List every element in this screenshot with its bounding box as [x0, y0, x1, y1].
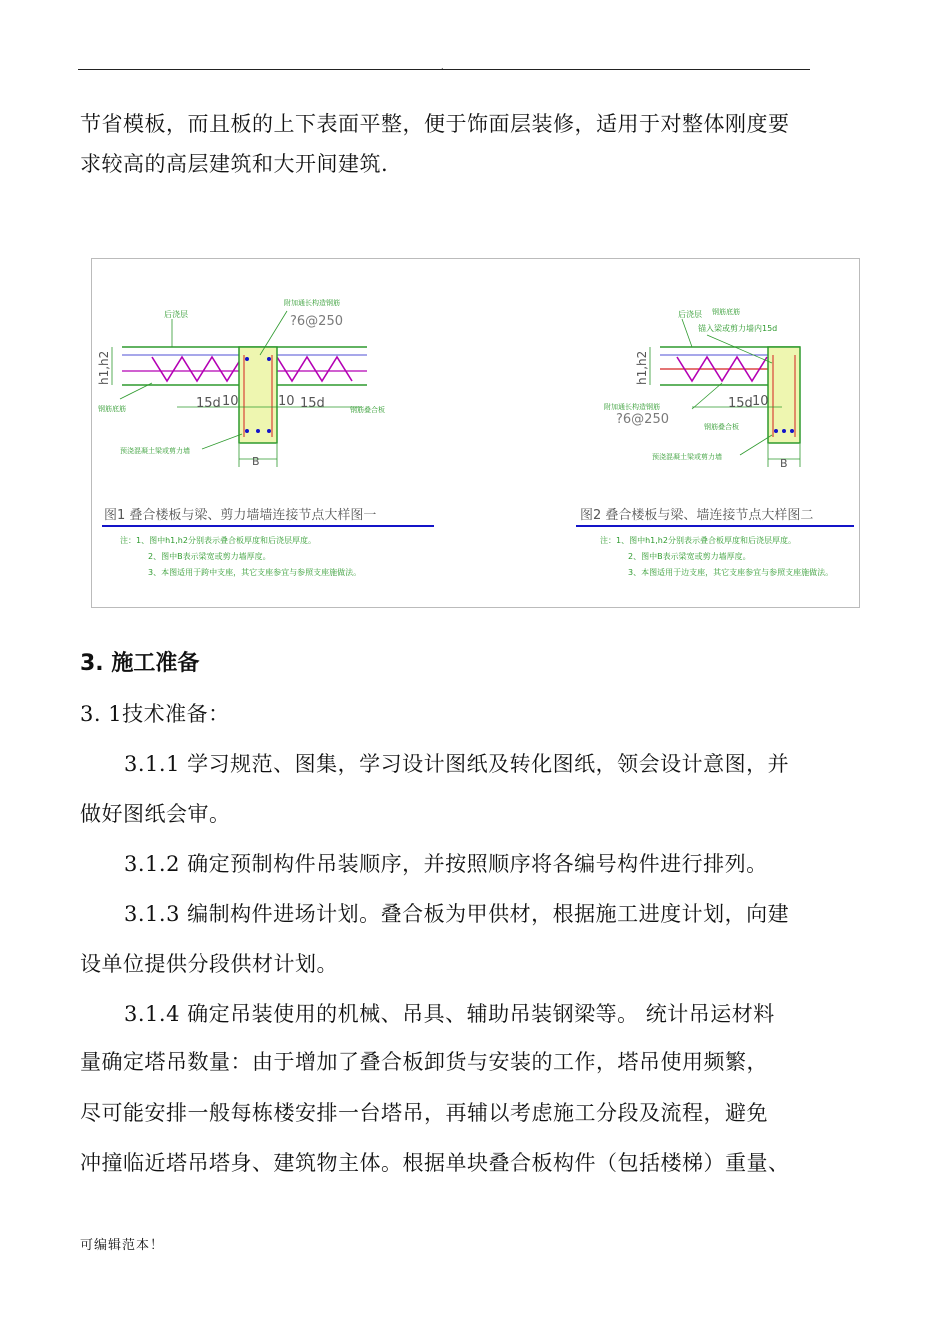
- para-3-1-4-line-1: 3.1.4 确定吊装使用的机械、吊具、辅助吊装钢梁等。 统计吊运材料: [124, 1002, 775, 1026]
- right-note-3: 3、本图适用于边支座，其它支座参宜与参照支座施做法。: [628, 568, 834, 577]
- para-3-1-1-line-2: 做好图纸会审。: [80, 802, 231, 826]
- right-label-wall: 预浇混凝土梁或剪力墙: [652, 453, 722, 461]
- left-detail: [97, 298, 434, 578]
- right-caption: 图2 叠合楼板与梁、墙连接节点大样图二: [580, 508, 814, 523]
- left-note-2: 2、图中B表示梁宽或剪力墙厚度。: [148, 552, 271, 561]
- right-label-rebar-note: 附加通长构造钢筋: [604, 403, 660, 411]
- detail-figure: [91, 258, 860, 608]
- right-label-anchor: 锚入梁或剪力墙内15d: [698, 324, 778, 333]
- left-label-wall: 预浇混凝土梁或剪力墙: [120, 447, 190, 455]
- figure-drawing: [92, 259, 859, 607]
- subsection-heading: 3. 1技术准备：: [80, 702, 230, 726]
- right-note-2: 2、图中B表示梁宽或剪力墙厚度。: [628, 552, 751, 561]
- left-label-10-a: 10: [222, 394, 239, 409]
- para-3-1-3-line-1: 3.1.3 编制构件进场计划。叠合板为甲供材，根据施工进度计划，向建: [124, 902, 790, 926]
- right-label-rebar-spec: ?6@250: [616, 412, 669, 427]
- left-note-3: 3、本图适用于跨中支座，其它支座参宜与参照支座施做法。: [148, 568, 362, 577]
- right-label-slab: 钢筋叠合板: [704, 423, 739, 431]
- left-label-h: h1,h2: [97, 350, 111, 385]
- right-label-b: B: [780, 457, 788, 470]
- header-mark: .: [441, 62, 444, 71]
- para-3-1-2: 3.1.2 确定预制构件吊装顺序，并按照顺序将各编号构件进行排列。: [124, 852, 768, 876]
- left-label-15d-a: 15d: [196, 396, 221, 411]
- left-label-10-b: 10: [278, 394, 295, 409]
- footer-note: 可编辑范本！: [80, 1238, 165, 1253]
- left-label-b: B: [252, 455, 260, 468]
- section-heading: 3. 施工准备: [80, 651, 200, 676]
- left-label-slab: 钢筋叠合板: [350, 406, 385, 414]
- left-label-top-layer: 后浇层: [164, 310, 188, 319]
- right-note-1: 注：1、图中h1,h2分别表示叠合板厚度和后浇层厚度。: [600, 536, 796, 545]
- para-3-1-4-line-3: 尽可能安排一般每栋楼安排一台塔吊，再辅以考虑施工分段及流程，避免: [80, 1101, 768, 1125]
- para-3-1-3-line-2: 设单位提供分段供材计划。: [80, 952, 338, 976]
- left-label-bottom-bars: 钢筋底筋: [98, 405, 126, 413]
- left-label-rebar-note: 附加通长构造钢筋: [284, 299, 340, 307]
- left-label-rebar-spec: ?6@250: [290, 314, 343, 329]
- intro-line-1: 节省模板，而且板的上下表面平整，便于饰面层装修，适用于对整体刚度要: [80, 112, 790, 136]
- para-3-1-4-line-2: 量确定塔吊数量：由于增加了叠合板卸货与安装的工作，塔吊使用频繁，: [80, 1050, 768, 1074]
- left-caption: 图1 叠合楼板与梁、剪力墙墙连接节点大样图一: [104, 508, 377, 523]
- right-label-15d: 15d: [728, 396, 753, 411]
- right-label-h: h1,h2: [635, 350, 649, 385]
- header-rule: [78, 69, 810, 70]
- right-detail: [576, 307, 854, 578]
- right-label-top-layer: 后浇层: [678, 310, 702, 319]
- right-label-bottom-bars: 钢筋底筋: [712, 308, 740, 316]
- intro-line-2: 求较高的高层建筑和大开间建筑.: [80, 152, 389, 176]
- para-3-1-1-line-1: 3.1.1 学习规范、图集，学习设计图纸及转化图纸，领会设计意图，并: [124, 752, 790, 776]
- para-3-1-4-line-4: 冲撞临近塔吊塔身、建筑物主体。根据单块叠合板构件（包括楼梯）重量、: [80, 1151, 790, 1175]
- left-label-15d-b: 15d: [300, 396, 325, 411]
- left-note-1: 注：1、图中h1,h2分别表示叠合板厚度和后浇层厚度。: [120, 536, 316, 545]
- right-label-10: 10: [752, 394, 769, 409]
